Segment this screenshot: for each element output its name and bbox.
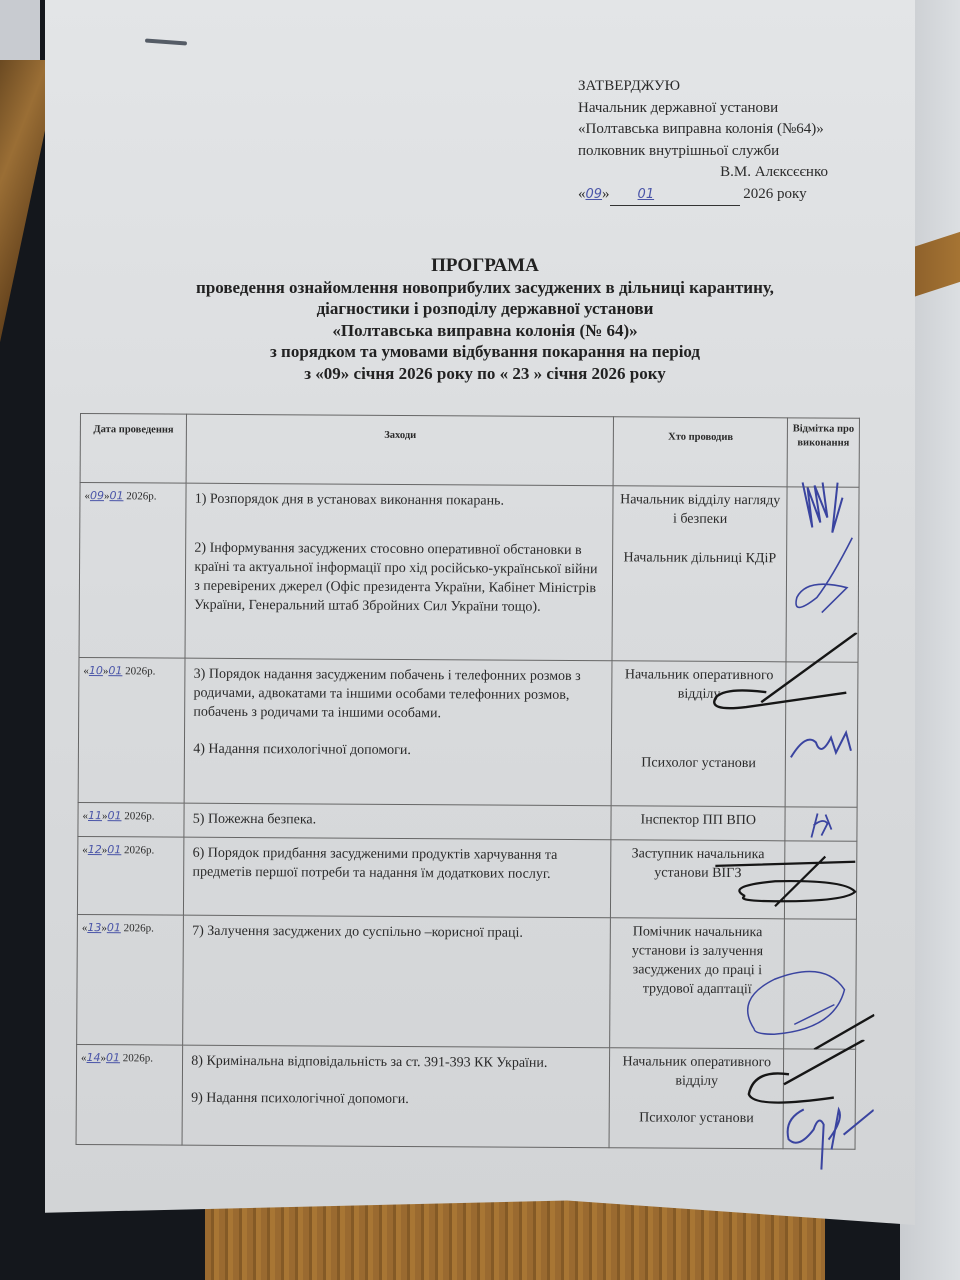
table-row	[79, 483, 859, 663]
date-year: 2026р.	[124, 844, 155, 857]
header-activities: Заходи	[186, 414, 614, 486]
date-year: 2026р.	[123, 922, 154, 935]
table-row	[78, 802, 857, 841]
approval-line-2: «Полтавська виправна колонія (№64)»	[578, 121, 824, 137]
row-date: «11»01 2026р.	[78, 802, 184, 837]
responsible-item: Начальник оперативного відділу	[624, 667, 774, 702]
date-day: 14	[86, 1051, 101, 1065]
row-date: «14»01 2026р.	[76, 1044, 183, 1145]
row-mark	[783, 1049, 856, 1149]
document-title	[95, 255, 875, 384]
header-responsible: Хто проводив	[614, 417, 788, 487]
row-date: «12»01 2026р.	[77, 836, 184, 915]
title-line-2: діагностики і розподілу державної установи	[316, 299, 654, 318]
date-day: 12	[87, 843, 102, 857]
activity-item: 9) Надання психологічної допомоги.	[191, 1090, 409, 1108]
row-mark	[785, 807, 857, 841]
responsible-item: Помічник начальника установи із залучення засуджених до праці і трудової адаптації	[631, 924, 764, 998]
date-day: 11	[88, 809, 103, 823]
approval-heading: ЗАТВЕРДЖУЮ	[578, 78, 681, 94]
date-month: 01	[108, 664, 123, 678]
row-activities	[183, 915, 611, 1048]
title-main: ПРОГРАМА	[431, 255, 539, 276]
activity-item: 5) Пожежна безпека.	[192, 811, 317, 828]
date-month: 01	[107, 809, 122, 823]
table-header-row	[80, 414, 859, 488]
row-activities	[185, 483, 613, 661]
responsible-item: Заступник начальника установи ВІГЗ	[631, 846, 765, 882]
program-table	[76, 413, 860, 1150]
row-date: «13»01 2026р.	[77, 914, 184, 1045]
row-date: «10»01 2026р.	[78, 657, 185, 803]
row-responsible	[609, 1048, 783, 1149]
approval-line-3: полковник внутрішньої служби	[578, 142, 780, 159]
date-month: 01	[106, 1051, 121, 1065]
date-year: 2026р.	[124, 810, 155, 823]
approval-date: «09» 01 2026 року	[578, 184, 878, 207]
activity-item: 2) Інформування засуджених стосовно оперативної обстановки в країні та актуальної інформації про хід російсько-української війни з перевірених джерел (Офіс президента України, Кабінет Міністрів України, Генеральний штаб Збройних Сил України тощо).	[194, 540, 598, 615]
activity-item: 7) Залучення засуджених до суспільно –корисної праці.	[192, 923, 523, 941]
date-year: 2026р.	[122, 1052, 154, 1065]
row-mark	[786, 487, 859, 662]
row-mark	[785, 662, 858, 807]
row-mark	[784, 919, 857, 1049]
date-year: 2026р.	[126, 490, 157, 503]
table-row	[77, 914, 857, 1049]
table-row	[78, 657, 858, 807]
responsible-item: Психолог установи	[641, 755, 756, 772]
activity-item: 3) Порядок надання засудженим побачень і телефонних розмов з родичами, адвокатами та іншими особами телефонних розмов, побачень з родичами та іншими особами.	[193, 666, 581, 722]
responsible-item: Начальник відділу нагляду і безпеки	[620, 492, 781, 527]
approval-line-1: Начальник державної установи	[578, 99, 779, 116]
row-mark	[784, 841, 856, 919]
date-day: 09	[89, 489, 105, 503]
row-activities	[184, 658, 612, 806]
approval-date-day: 09	[585, 186, 603, 202]
title-line-5: з «09» січня 2026 року по « 23 » січня 2026 року	[304, 363, 666, 383]
row-responsible	[611, 806, 785, 841]
date-year: 2026р.	[125, 665, 156, 678]
header-mark: Відмітка про виконання	[787, 418, 859, 487]
approval-date-month: 01	[637, 186, 655, 202]
table-row	[76, 1044, 856, 1149]
row-activities	[184, 803, 611, 840]
activity-item: 8) Кримінальна відповідальність за ст. 391-393 КК України.	[191, 1053, 548, 1071]
activity-item: 4) Надання психологічної допомоги.	[193, 741, 411, 759]
table-row	[77, 836, 856, 919]
activity-item: 1) Розпорядок дня в установах виконання покарань.	[194, 491, 505, 509]
responsible-item: Начальник дільниці КДіР	[623, 550, 777, 567]
date-day: 13	[87, 921, 102, 935]
row-date: «09»01 2026р.	[79, 483, 186, 659]
title-line-3: «Полтавська виправна колонія (№ 64)»	[332, 320, 638, 340]
date-day: 10	[88, 664, 103, 678]
responsible-item: Інспектор ПП ВПО	[640, 812, 757, 829]
date-month: 01	[107, 843, 122, 857]
date-month: 01	[109, 489, 124, 503]
date-month: 01	[106, 921, 121, 935]
title-line-1: проведення ознайомлення новоприбулих засуджених в дільниці карантину,	[196, 277, 774, 297]
approval-date-year: 2026 року	[743, 185, 807, 202]
row-responsible	[612, 486, 787, 662]
row-responsible	[611, 840, 785, 919]
responsible-item: Начальник оперативного відділу	[622, 1054, 772, 1089]
approval-signer: В.М. Алєксєєнко	[720, 164, 828, 180]
header-date: Дата проведення	[80, 414, 187, 484]
staple-icon	[145, 39, 187, 46]
row-activities	[184, 837, 612, 918]
row-responsible	[610, 918, 784, 1049]
title-line-4: з порядком та умовами відбування покарання на період	[269, 342, 701, 361]
row-responsible	[612, 661, 787, 807]
approval-block	[578, 76, 878, 206]
responsible-item: Психолог установи	[639, 1110, 754, 1127]
signature-icon	[792, 477, 863, 637]
row-activities	[182, 1045, 610, 1148]
activity-item: 6) Порядок придбання засудженими продуктів харчування та предметів першої потреби та надання їм додаткових послуг.	[192, 845, 558, 882]
signature-icon	[803, 809, 843, 839]
